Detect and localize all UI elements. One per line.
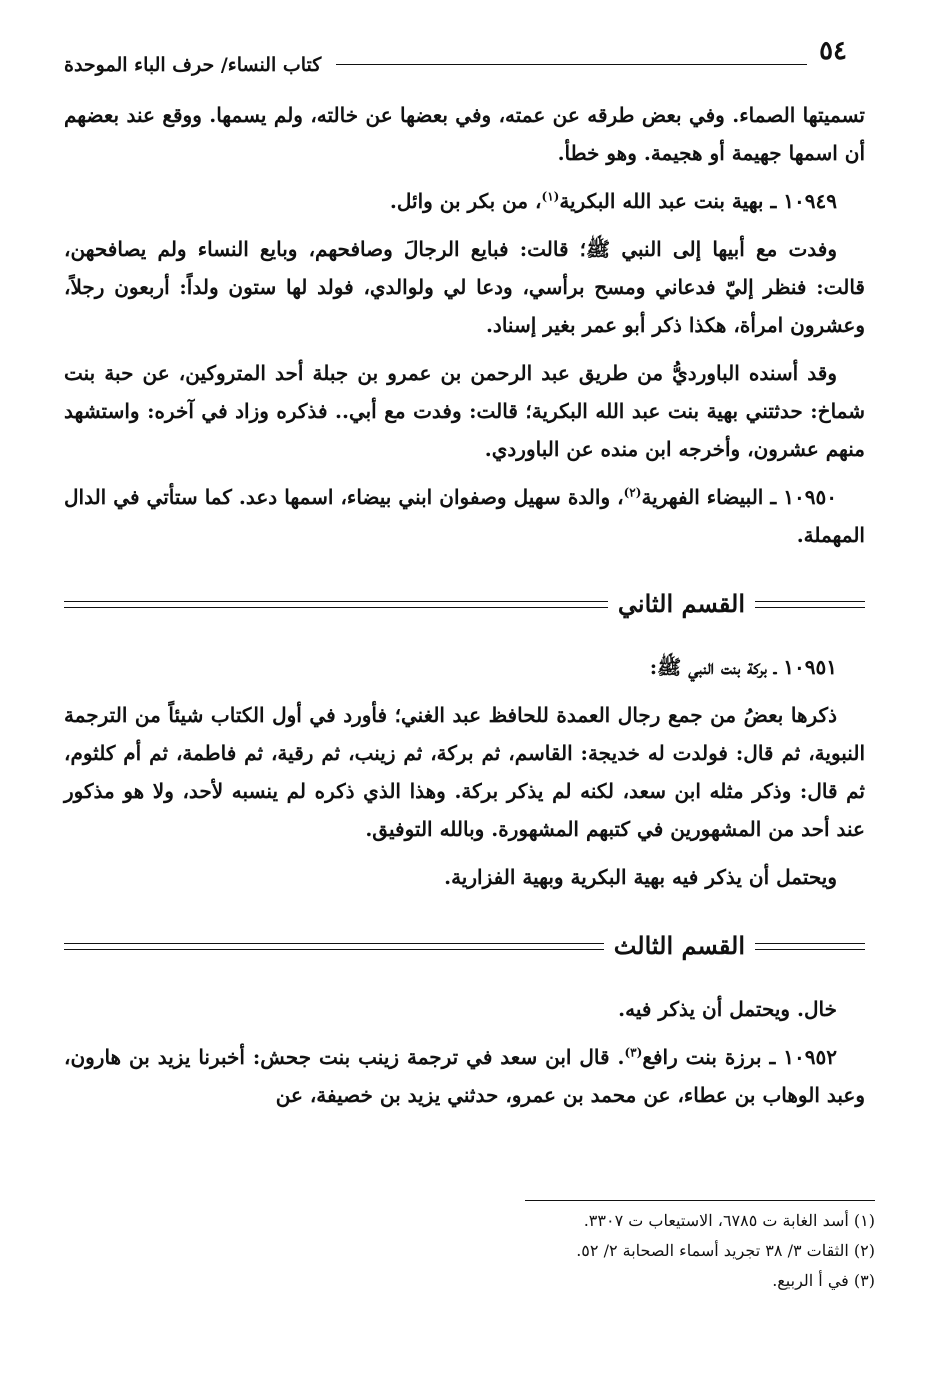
- footnote: (٢) الثقات ٣/ ٣٨ تجريد أسماء الصحابة ٢/ ٥٢.: [576, 1241, 875, 1260]
- footnote: (١) أسد الغابة ت ٦٧٨٥، الاستيعاب ت ٣٣٠٧.: [583, 1211, 875, 1230]
- entry-name: ـ برزة بنت رافع: [642, 1045, 776, 1069]
- main-text: [64, 96, 865, 1124]
- entry-text: ، والدة سهيل وصفوان ابني بيضاء، اسمها دعد. كما ستأتي في الدال المهملة.: [64, 485, 865, 547]
- entry-text: . قال ابن سعد في ترجمة زينب بنت جحش: أخبرنا يزيد بن هارون، وعبد الوهاب بن عطاء، عن محمد بن عمرو، حدثني يزيد بن خصيفة، عن: [64, 1045, 865, 1107]
- entry-10952: [64, 1038, 865, 1114]
- footnote: (٣) في أ الربيع.: [772, 1271, 875, 1290]
- double-rule: [64, 943, 604, 950]
- entry-10949: [64, 182, 865, 220]
- double-rule: [64, 601, 608, 608]
- footnote-marker: (١): [541, 189, 560, 204]
- entry-number: ١٠٩٤٩: [783, 189, 837, 213]
- entry-number: ١٠٩٥١: [783, 655, 837, 679]
- section-heading-third: [64, 924, 865, 968]
- footnote-marker: (٢): [623, 485, 642, 500]
- footnote-marker: (٣): [624, 1045, 643, 1060]
- section-heading-second: [64, 582, 865, 626]
- footnote-rule: [525, 1200, 875, 1201]
- paragraph: وقد أسنده الباورديُّ من طريق عبد الرحمن بن عمرو بن جبلة أحد المتروكين، عن حبة بنت شماخ: حدثتني بهية بنت عبد الله البكرية؛ قالت: وفدت مع أبي.. فذكره وزاد في آخره: واستشهد منهم عشرون، وأخرجه ابن منده عن الباوردي.: [64, 361, 865, 461]
- paragraph: تسميتها الصماء. وفي بعض طرقه عن عمته، وفي بعضها عن خالته، ولم يسمها. ووقع عند بعضهم أن اسمها جهيمة أو هجيمة. وهو خطأ.: [64, 103, 865, 165]
- section-title: القسم الثالث: [613, 931, 745, 960]
- double-rule: [755, 943, 865, 950]
- entry-name: ـ بهية بنت عبد الله البكرية: [559, 189, 777, 213]
- paragraph: وفدت مع أبيها إلى النبي ﷺ؛ قالت: فبايع الرجالَ وصافحهم، وبايع النساء ولم يصافحهن، قالت: فنظر إليّ فدعاني ومسح برأسي، ودعا لي ولوالدي، فولد لها ستون ولداً: أربعون رجلاً، وعشرون امرأة، هكذا ذكر أبو عمر بغير إسناد.: [64, 237, 865, 337]
- running-title: كتاب النساء/ حرف الباء الموحدة: [64, 54, 322, 76]
- entry-number: ١٠٩٥٢: [783, 1045, 838, 1069]
- section-title: القسم الثاني: [617, 589, 745, 618]
- page-number: ٥٤: [819, 36, 847, 66]
- paragraph: ذكرها بعضُ من جمع رجال العمدة للحافظ عبد الغني؛ فأورد في أول الكتاب شيئاً من الترجمة النبوية، ثم قال: فولدت له خديجة: القاسم، ثم بركة، ثم زينب، ثم رقية، ثم فاطمة، ثم أم كلثوم، ثم قال: وذكر مثله ابن سعد، لكنه لم يذكر بركة. وهذا الذي ذكره لم ينسبه لأحد، ولا هو مذكور عند أحد من المشهورين في كتبهم المشهورة. وبالله التوفيق.: [64, 703, 865, 841]
- entry-name: ـ البيضاء الفهرية: [641, 485, 777, 509]
- header-rule: [336, 64, 807, 65]
- entry-number: ١٠٩٥٠: [783, 485, 838, 509]
- running-header: [64, 36, 847, 80]
- paragraph: ويحتمل أن يذكر فيه بهية البكرية وبهية الفزارية.: [444, 865, 837, 889]
- entry-text: ، من بكر بن وائل.: [389, 189, 542, 213]
- entry-10950: [64, 478, 865, 554]
- double-rule: [755, 601, 865, 608]
- footnotes: [64, 1206, 875, 1296]
- paragraph: خال. ويحتمل أن يذكر فيه.: [618, 997, 837, 1021]
- entry-name: ـ بركة بنت النبي ﷺ:: [649, 655, 777, 679]
- entry-10951: [64, 648, 865, 686]
